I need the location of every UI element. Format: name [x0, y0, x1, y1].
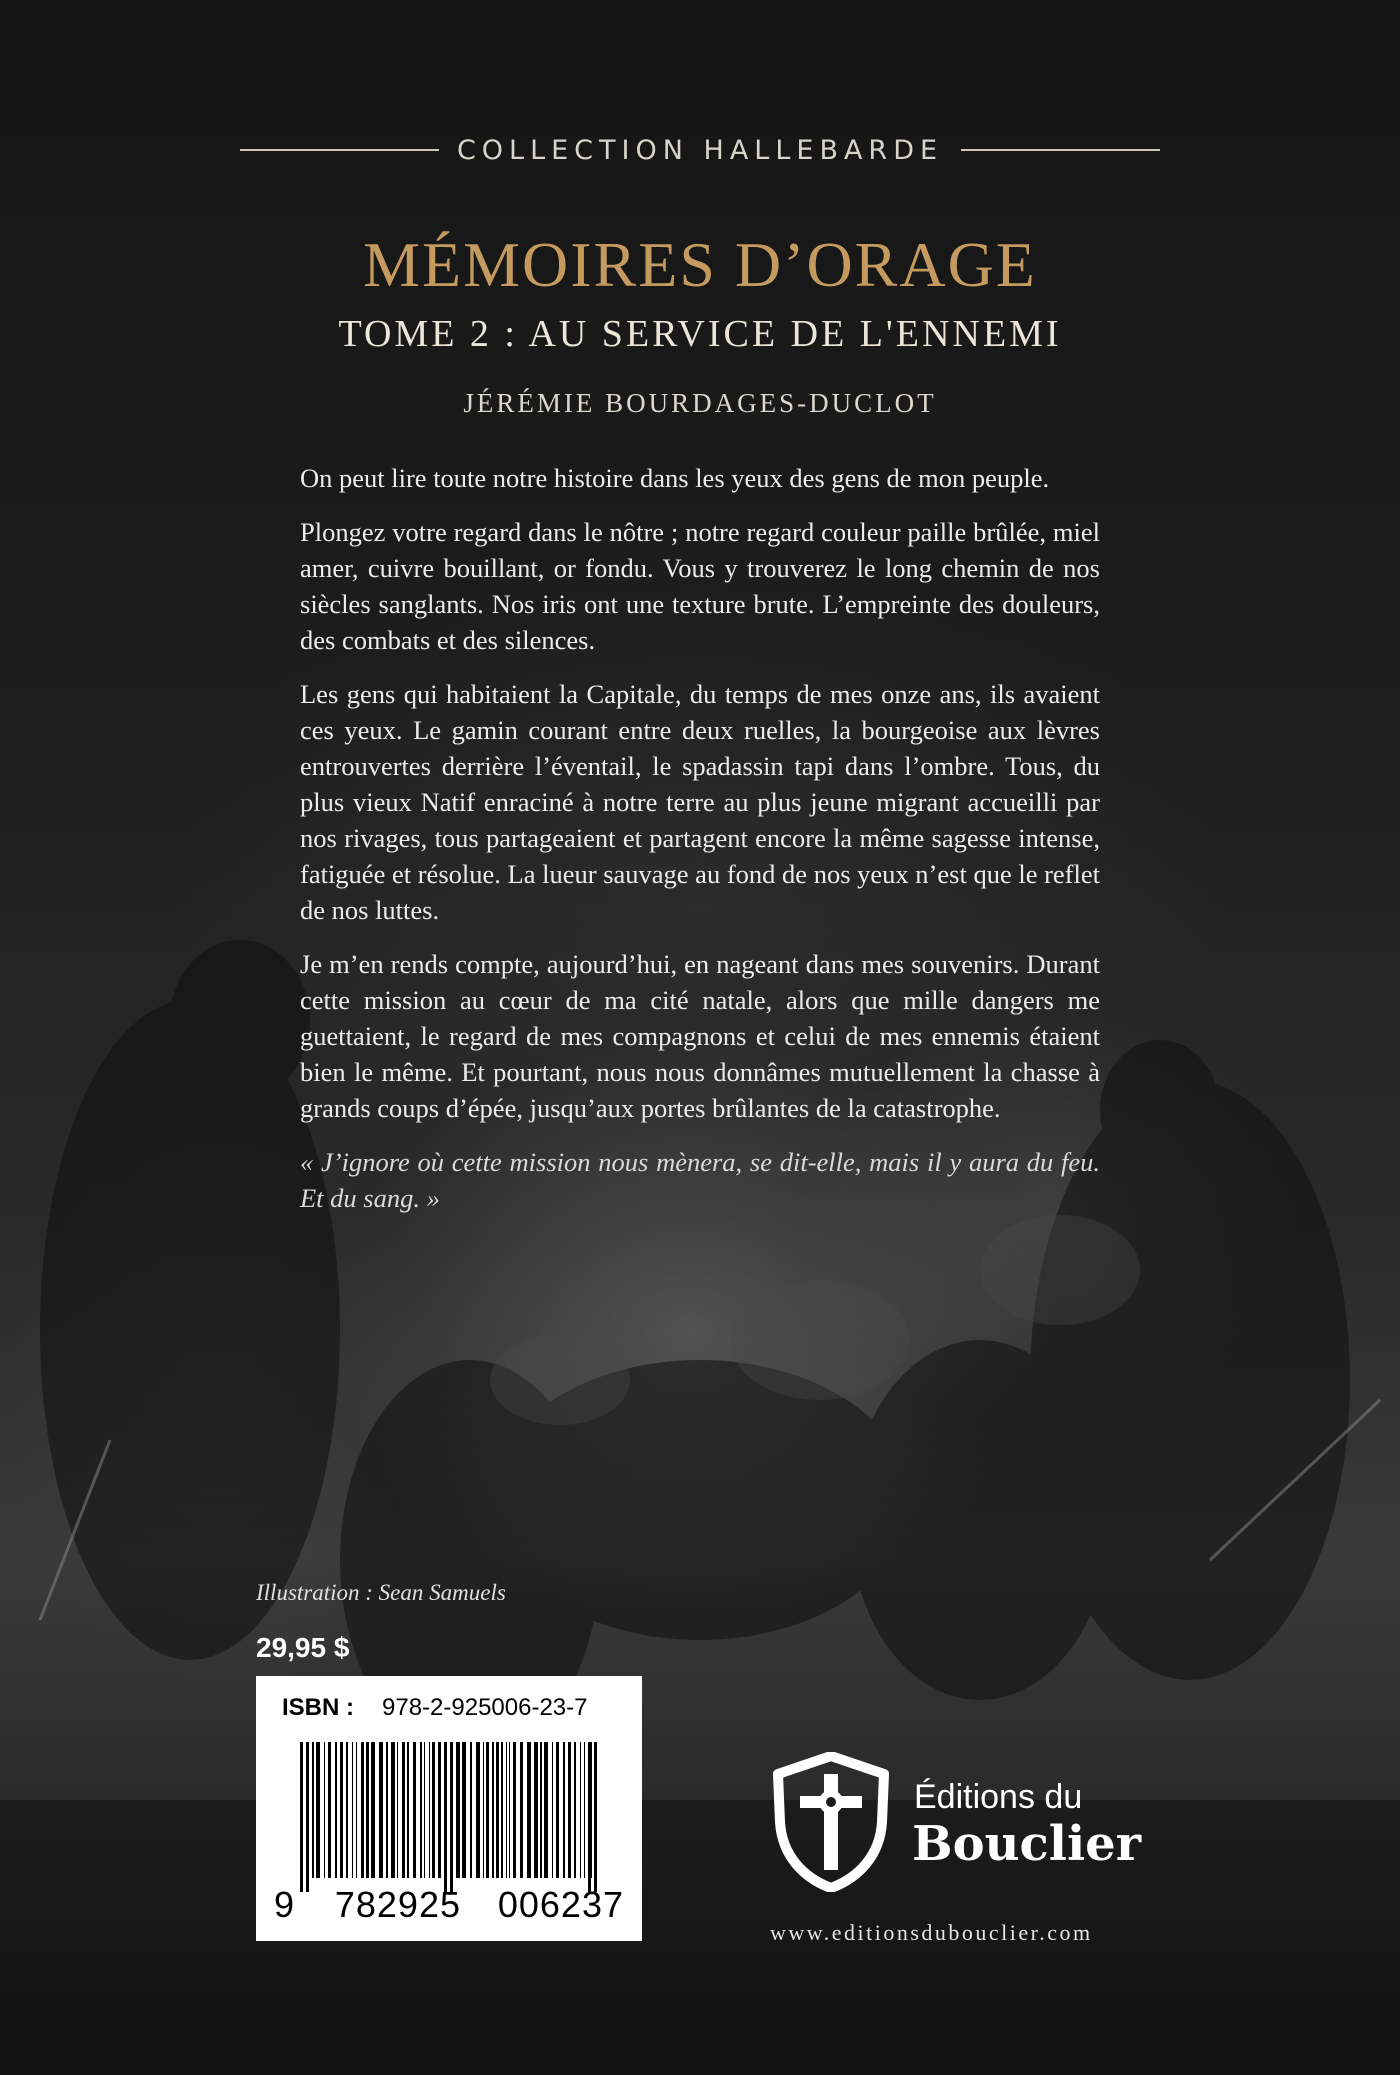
barcode-bar — [476, 1742, 480, 1878]
barcode-bar — [316, 1742, 320, 1878]
barcode-bar — [379, 1742, 383, 1878]
blurb-paragraph: Je m’en rends compte, aujourd’hui, en nageant dans mes souvenirs. Durant cette mission au cœur de ma cité natale, alors que mille dangers me guettaient, le regard de mes compagnons et celui de mes ennemis étaient bien le même. Et pourtant, nous nous donnâmes mutuellement la chasse à grands coups d’épée, jusqu’aux portes brûlantes de la catastrophe. — [300, 949, 1100, 1123]
barcode-bar — [540, 1742, 542, 1878]
publisher-logo — [770, 1752, 1170, 1892]
back-cover-blurb — [300, 460, 1100, 1234]
barcode-bar — [594, 1742, 597, 1892]
barcode-bar — [501, 1742, 503, 1878]
publisher-name-line1: Éditions du — [914, 1778, 1083, 1816]
barcode-bar — [300, 1742, 303, 1892]
barcode-bar — [513, 1742, 516, 1878]
barcode-bar — [534, 1742, 538, 1878]
barcode-bar — [429, 1742, 430, 1878]
barcode-bar — [340, 1742, 343, 1878]
barcode-bar — [306, 1742, 309, 1892]
barcode-bar — [496, 1742, 499, 1878]
isbn-number: 978-2-925006-23-7 — [382, 1694, 588, 1721]
barcode-bar — [356, 1742, 357, 1878]
barcode-bar — [402, 1742, 405, 1878]
barcode-bar — [552, 1742, 553, 1878]
divider-right — [961, 149, 1160, 151]
barcode-bar — [335, 1742, 337, 1878]
barcode-digit-group: 782925 — [334, 1884, 461, 1925]
blurb-paragraph: On peut lire toute notre histoire dans les yeux des gens de mon peuple. — [300, 463, 1050, 493]
barcode-bar — [462, 1742, 466, 1878]
barcode-bars — [300, 1742, 600, 1892]
barcode-bar — [432, 1742, 435, 1878]
barcode-bar — [328, 1742, 331, 1878]
barcode-bar — [352, 1742, 353, 1878]
barcode-digit-group: 006237 — [497, 1884, 624, 1925]
barcode-bar — [346, 1742, 348, 1878]
collection-header — [240, 130, 1160, 170]
barcode-bar — [584, 1742, 585, 1878]
barcode-bar — [366, 1742, 369, 1878]
isbn-line — [282, 1694, 622, 1722]
barcode-bar — [371, 1742, 375, 1878]
collection-name: COLLECTION HALLEBARDE — [456, 134, 944, 166]
barcode-bar — [486, 1742, 489, 1878]
book-subtitle: TOME 2 : AU SERVICE DE L'ENNEMI — [338, 313, 1062, 355]
barcode-bar — [391, 1742, 395, 1878]
isbn-label: ISBN : — [282, 1694, 354, 1721]
barcode-bar — [492, 1742, 494, 1878]
barcode-bar — [450, 1742, 453, 1892]
barcode-bar — [574, 1742, 576, 1878]
book-title: MÉMOIRES D’ORAGE — [363, 229, 1037, 300]
divider-left — [240, 149, 439, 151]
barcode-digit-first: 9 — [274, 1884, 296, 1925]
barcode-bar — [456, 1742, 460, 1878]
barcode-bar — [520, 1742, 523, 1878]
publisher-name-line2: Bouclier — [912, 1816, 1142, 1872]
barcode-bar — [420, 1742, 422, 1878]
illustration-credit: Illustration : Sean Samuels — [256, 1580, 506, 1605]
barcode-bar — [424, 1742, 425, 1878]
barcode-bar — [438, 1742, 441, 1878]
barcode-bar — [483, 1742, 484, 1878]
barcode-bar — [312, 1742, 314, 1878]
blurb-paragraph: Plongez votre regard dans le nôtre ; notre regard couleur paille brûlée, miel amer, cuivre bouillant, or fondu. Vous y trouverez le long chemin de nos siècles sanglants. Nos iris ont une texture brute. L’empreinte des douleurs, des combats et des silences. — [300, 517, 1100, 655]
blurb-paragraph: Les gens qui habitaient la Capitale, du temps de mes onze ans, ils avaient ces yeux. Le gamin courant entre deux ruelles, la bourgeoise aux lèvres entrouvertes derrière l’éventail, le spadassin tapi dans l’ombre. Tous, du plus vieux Natif enraciné à notre terre au plus jeune migrant accueilli par nos rivages, tous partageaient et partagent encore la même sagesse intense, fatiguée et résolue. La lueur sauvage au fond de nos yeux n’est que le reflet de nos luttes. — [300, 679, 1100, 925]
price: 29,95 $ — [256, 1632, 350, 1663]
author-name: JÉRÉMIE BOURDAGES-DUCLOT — [463, 388, 937, 418]
barcode-bar — [580, 1742, 581, 1878]
barcode-bar — [527, 1742, 531, 1878]
barcode-bar — [397, 1742, 398, 1878]
barcode-bar — [361, 1742, 364, 1878]
barcode-bar — [544, 1742, 548, 1878]
barcode-bar — [588, 1742, 591, 1892]
barcode-bar — [509, 1742, 510, 1878]
barcode-bar — [386, 1742, 388, 1878]
shield-sword-icon — [770, 1752, 892, 1892]
barcode-bar — [413, 1742, 416, 1878]
barcode-bar — [556, 1742, 559, 1878]
publisher-website: www.editionsdubouclier.com — [770, 1920, 1093, 1945]
barcode-bar — [470, 1742, 472, 1878]
barcode-bar — [444, 1742, 447, 1892]
barcode-bar — [568, 1742, 571, 1878]
barcode-bar — [407, 1742, 409, 1878]
barcode-bar — [563, 1742, 565, 1878]
barcode-bar — [506, 1742, 507, 1878]
barcode-bar — [324, 1742, 325, 1878]
barcode-digits — [274, 1884, 624, 1926]
isbn-barcode-box — [256, 1676, 642, 1941]
blurb-quote: « J’ignore où cette mission nous mènera, se dit-elle, mais il y aura du feu. Et du sang. » — [300, 1147, 1100, 1213]
